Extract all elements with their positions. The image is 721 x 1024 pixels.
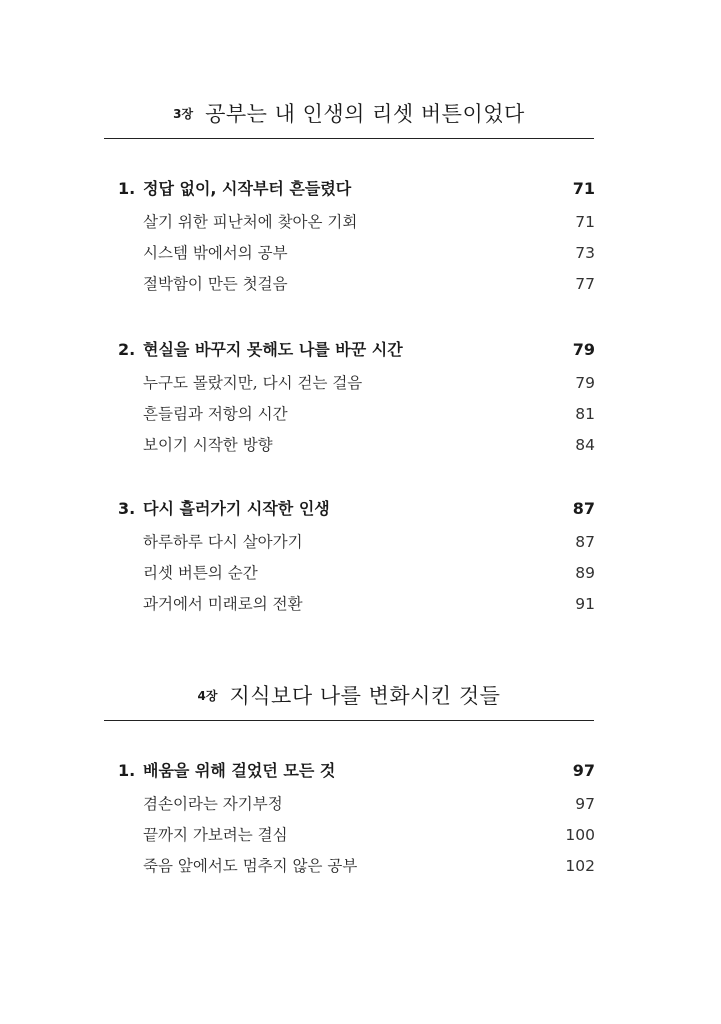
toc-entry[interactable] [118,561,595,592]
entry-page: 102 [565,857,595,875]
toc-entry[interactable] [118,371,595,402]
entry-page: 77 [575,275,595,293]
section-page: 97 [572,761,595,780]
section-title: 다시 흘러가기 시작한 인생 [143,499,330,518]
entry-title: 보이기 시작한 방향 [143,436,273,454]
toc-entry[interactable] [118,402,595,433]
chapter-title: 지식보다 나를 변화시킨 것들 [229,684,501,708]
section-heading[interactable] [118,496,595,520]
section-number: 3. [118,499,136,518]
chapter-4-header [104,684,594,721]
section-title: 정답 없이, 시작부터 흔들렸다 [143,179,352,198]
toc-entry[interactable] [118,530,595,561]
section-page: 71 [572,179,595,198]
entry-title: 누구도 몰랐지만, 다시 걷는 걸음 [143,374,363,392]
entry-page: 84 [575,436,595,454]
section-number: 1. [118,179,136,198]
entry-title: 시스템 밖에서의 공부 [143,244,288,262]
entry-title: 끝까지 가보려는 결심 [143,826,288,844]
entry-title: 하루하루 다시 살아가기 [143,533,303,551]
chapter-number: 3장 [173,107,194,121]
section-title: 배움을 위해 걸었던 모든 것 [143,761,336,780]
chapter-divider [104,720,594,721]
toc-entry[interactable] [118,792,595,823]
toc-section-4-1 [118,758,595,885]
section-heading[interactable] [118,758,595,782]
chapter-title: 공부는 내 인생의 리셋 버튼이었다 [205,102,525,126]
toc-entry[interactable] [118,241,595,272]
entry-page: 73 [575,244,595,262]
entry-page: 71 [575,213,595,231]
section-page: 79 [572,340,595,359]
section-number: 2. [118,340,136,359]
entry-title: 절박함이 만든 첫걸음 [143,275,288,293]
toc-entry[interactable] [118,210,595,241]
section-title: 현실을 바꾸지 못해도 나를 바꾼 시간 [143,340,403,359]
entry-title: 과거에서 미래로의 전환 [143,595,303,613]
toc-entry[interactable] [118,433,595,464]
entry-page: 91 [575,595,595,613]
toc-section-3-1 [118,176,595,303]
entry-page: 81 [575,405,595,423]
entry-page: 87 [575,533,595,551]
section-heading[interactable] [118,337,595,361]
entry-title: 흔들림과 저항의 시간 [143,405,288,423]
section-number: 1. [118,761,136,780]
entry-page: 79 [575,374,595,392]
toc-section-3-3 [118,496,595,623]
toc-entry[interactable] [118,823,595,854]
toc-section-3-2 [118,337,595,464]
chapter-3-header [104,102,594,139]
chapter-number: 4장 [197,689,218,703]
toc-entry[interactable] [118,272,595,303]
toc-entry[interactable] [118,592,595,623]
entry-title: 겸손이라는 자기부정 [143,795,283,813]
entry-title: 살기 위한 피난처에 찾아온 기회 [143,213,358,231]
section-heading[interactable] [118,176,595,200]
entry-title: 죽음 앞에서도 멈추지 않은 공부 [143,857,358,875]
chapter-divider [104,138,594,139]
entry-title: 리셋 버튼의 순간 [143,564,258,582]
toc-entry[interactable] [118,854,595,885]
entry-page: 100 [565,826,595,844]
entry-page: 97 [575,795,595,813]
entry-page: 89 [575,564,595,582]
section-page: 87 [572,499,595,518]
